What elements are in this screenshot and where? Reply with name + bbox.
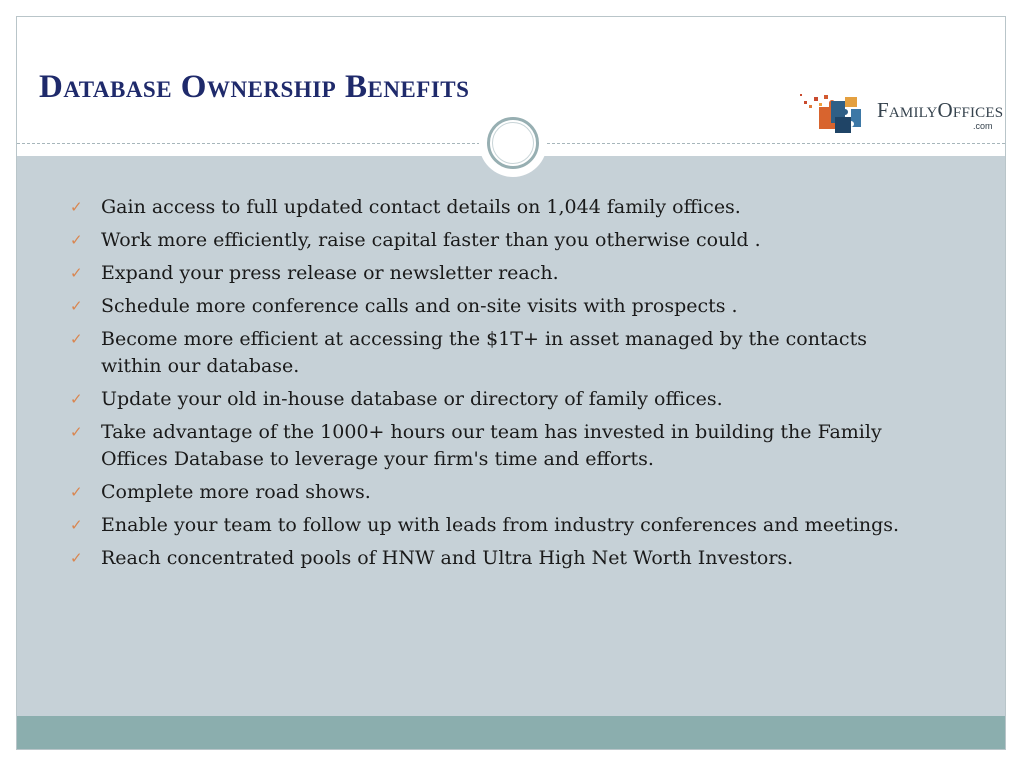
familyoffices-logo — [795, 87, 1005, 135]
puzzle-pieces-logo-icon — [795, 87, 877, 135]
bullet-text: Gain access to full updated contact details on 1,044 family offices. — [101, 196, 741, 218]
check-mark-icon: ✓ — [70, 198, 83, 216]
circle-inner-ring — [492, 122, 534, 164]
logo-suffix: .com — [973, 121, 993, 131]
bullet-text: Update your old in-house database or directory of family offices. — [101, 388, 723, 410]
benefits-list — [70, 194, 930, 578]
bullet-text: Enable your team to follow up with leads from industry conferences and meetings. — [101, 514, 900, 536]
bullet-text: Schedule more conference calls and on-site visits with prospects . — [101, 295, 738, 317]
bullet-text: Take advantage of the 1000+ hours our team has invested in building the Family Offices Database to leverage your firm's time and efforts. — [101, 421, 882, 470]
bullet-text: Complete more road shows. — [101, 481, 371, 503]
bullet-text: Expand your press release or newsletter reach. — [101, 262, 559, 284]
list-item — [70, 386, 930, 413]
check-mark-icon: ✓ — [70, 483, 83, 501]
footer-band — [17, 716, 1005, 750]
list-item — [70, 260, 930, 287]
check-mark-icon: ✓ — [70, 549, 83, 567]
check-mark-icon: ✓ — [70, 231, 83, 249]
check-mark-icon: ✓ — [70, 423, 83, 441]
check-mark-icon: ✓ — [70, 297, 83, 315]
bullet-text: Work more efficiently, raise capital faster than you otherwise could . — [101, 229, 761, 251]
list-item — [70, 419, 930, 473]
list-item — [70, 545, 930, 572]
check-mark-icon: ✓ — [70, 390, 83, 408]
list-item — [70, 293, 930, 320]
logo-wordmark: FamilyOffices — [877, 98, 1004, 122]
check-mark-icon: ✓ — [70, 264, 83, 282]
list-item — [70, 479, 930, 506]
slide-title: Database Ownership Benefits — [39, 69, 470, 105]
check-mark-icon: ✓ — [70, 516, 83, 534]
bullet-text: Become more efficient at accessing the $1T+ in asset managed by the contacts within our database. — [101, 328, 867, 377]
check-mark-icon: ✓ — [70, 330, 83, 348]
list-item — [70, 326, 930, 380]
list-item — [70, 227, 930, 254]
list-item — [70, 512, 930, 539]
list-item — [70, 194, 930, 221]
bullet-text: Reach concentrated pools of HNW and Ultra High Net Worth Investors. — [101, 547, 794, 569]
